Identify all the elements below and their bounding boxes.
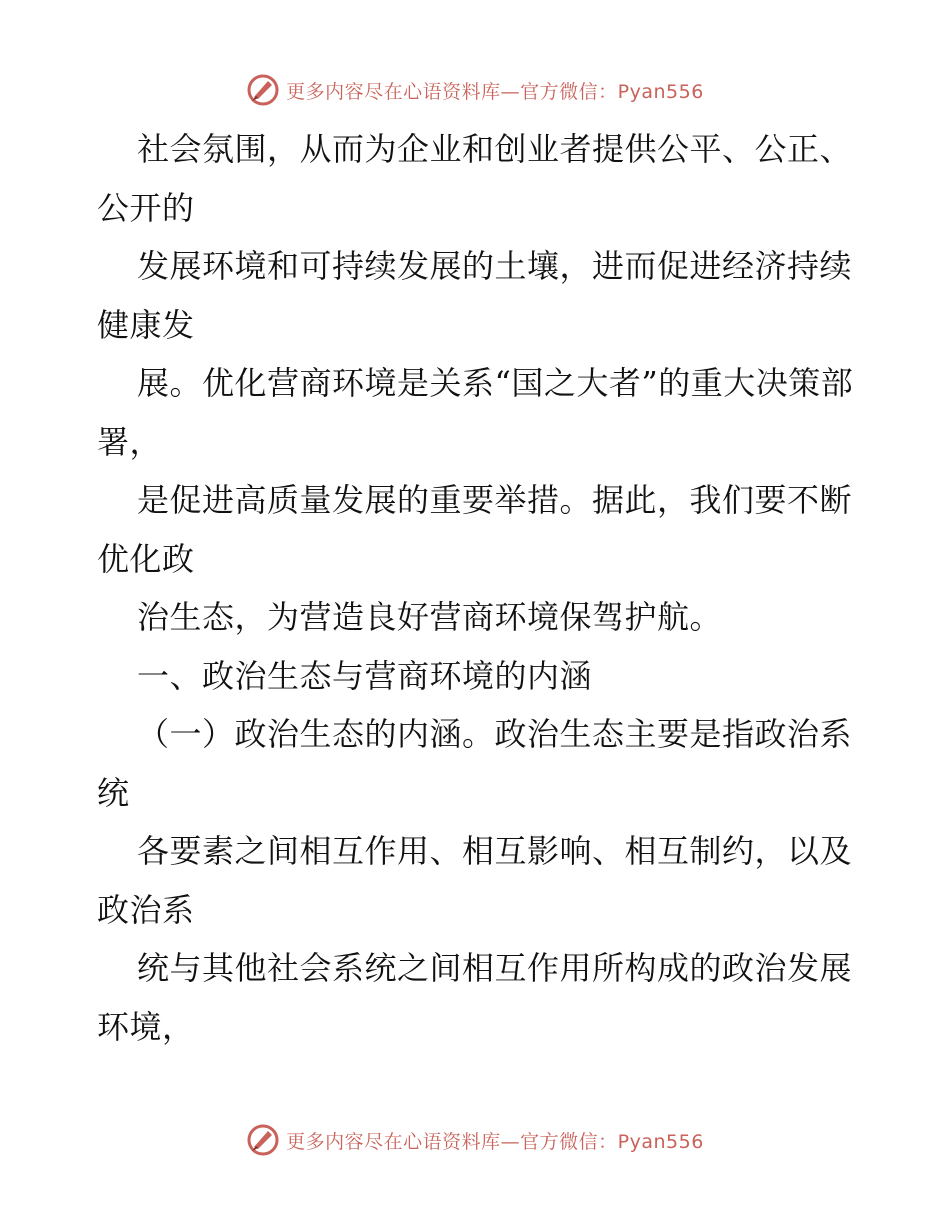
quill-logo-icon bbox=[246, 1123, 280, 1157]
document-body bbox=[97, 120, 857, 1056]
paragraph: 展。优化营商环境是关系“国之大者”的重大决策部署， bbox=[97, 364, 854, 461]
quill-logo-icon bbox=[246, 73, 280, 107]
paragraph: （一）政治生态的内涵。政治生态主要是指政治系统 bbox=[97, 715, 853, 812]
section-heading: 一、政治生态与营商环境的内涵 bbox=[137, 656, 593, 695]
paragraph: 统与其他社会系统之间相互作用所构成的政治发展环境， bbox=[97, 949, 853, 1046]
footer-banner-text: 更多内容尽在心语资料库—官方微信：Pyan556 bbox=[286, 1130, 704, 1153]
footer-banner bbox=[0, 1120, 950, 1160]
paragraph: 治生态，为营造良好营商环境保驾护航。 bbox=[137, 598, 723, 636]
paragraph: 社会氛围，从而为企业和创业者提供公平、公正、公开的 bbox=[97, 130, 853, 227]
header-banner-text: 更多内容尽在心语资料库—官方微信：Pyan556 bbox=[286, 80, 704, 103]
paragraph: 各要素之间相互作用、相互影响、相互制约，以及政治系 bbox=[97, 832, 853, 929]
header-banner bbox=[0, 70, 950, 110]
paragraph: 发展环境和可持续发展的土壤，进而促进经济持续健康发 bbox=[97, 247, 853, 344]
paragraph: 是促进高质量发展的重要举措。据此，我们要不断优化政 bbox=[97, 481, 853, 578]
